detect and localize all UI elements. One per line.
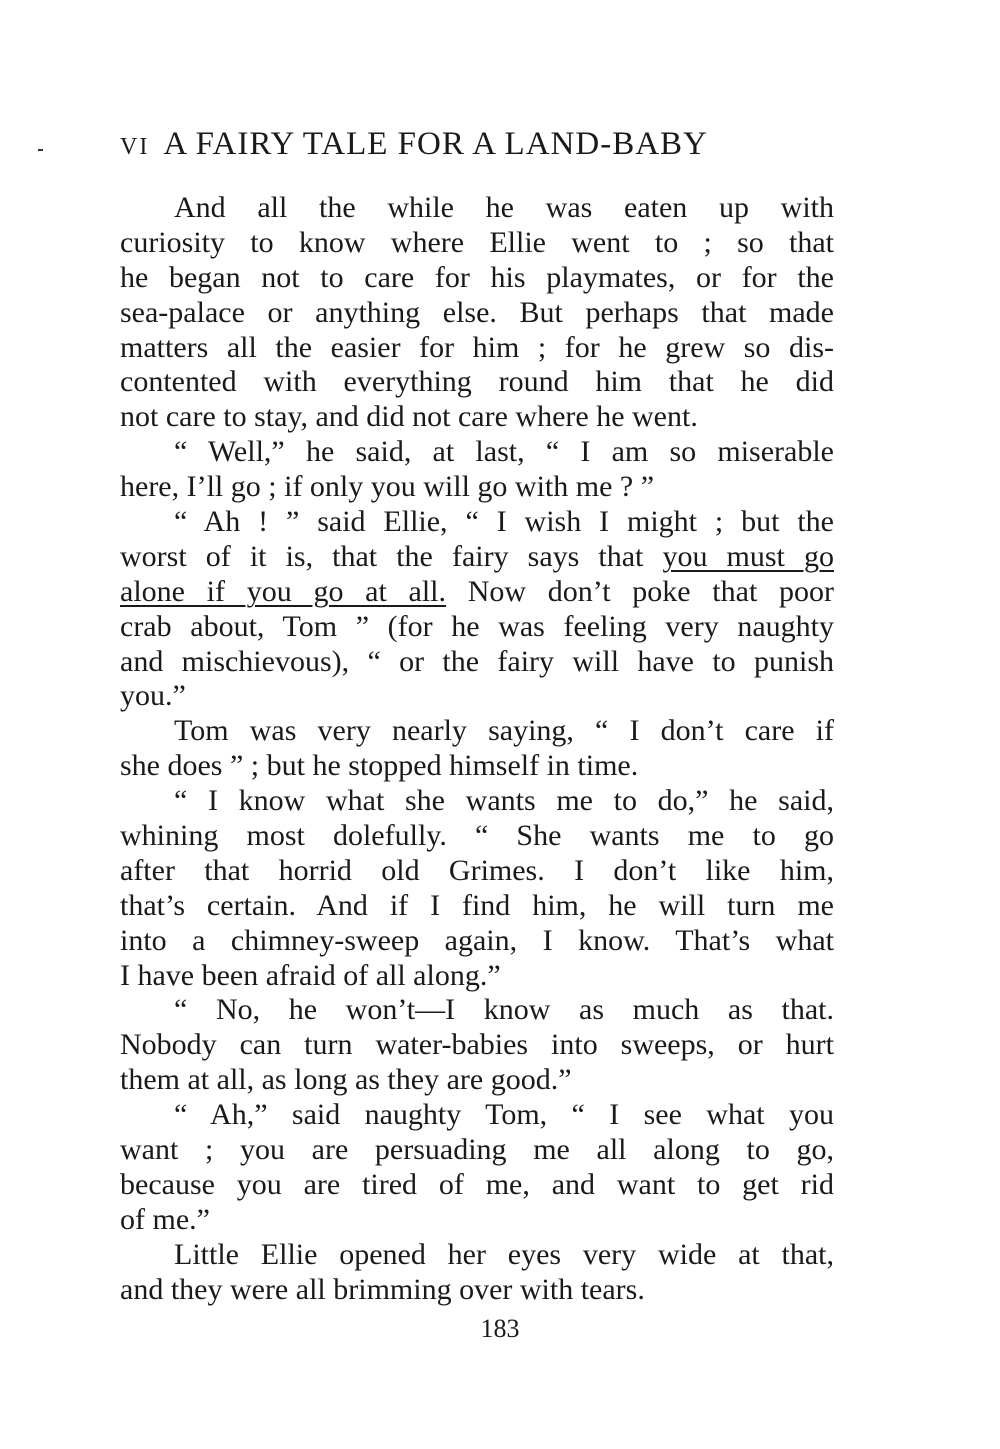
text-segment: Now don’t poke that poor	[446, 574, 834, 608]
running-title: A FAIRY TALE FOR A LAND-BABY	[163, 126, 708, 162]
text-line: them at all, as long as they are good.”	[120, 1063, 572, 1097]
text-line: into a chimney-sweep again, I know. That’s what	[120, 923, 834, 957]
running-head	[120, 126, 840, 172]
text-line: sea-palace or anything else. But perhaps that made	[120, 295, 834, 329]
text-line: crab about, Tom ” (for he was feeling very naughty	[120, 609, 834, 643]
text-line: want ; you are persuading me all along to go,	[120, 1133, 834, 1167]
text-line: because you are tired of me, and want to get rid	[120, 1167, 834, 1201]
text-line	[120, 575, 834, 610]
text-line: you.”	[120, 679, 186, 713]
text-line: here, I’ll go ; if only you will go with me ? ”	[120, 470, 655, 504]
text-line: and mischievous), “ or the fairy will have to punish	[120, 644, 834, 678]
text-line: And all the while he was eaten up with	[174, 191, 834, 224]
text-line: Nobody can turn water-babies into sweeps, or hurt	[120, 1028, 834, 1062]
text-line: I have been afraid of all along.”	[120, 958, 501, 992]
text-line: “ Ah ! ” said Ellie, “ I wish I might ; but the	[174, 505, 834, 539]
text-line: after that horrid old Grimes. I don’t like him,	[120, 853, 834, 887]
text-line: Tom was very nearly saying, “ I don’t care if	[174, 714, 834, 748]
text-line: she does ” ; but he stopped himself in time.	[120, 749, 639, 783]
text-line: contented with everything round him that he did	[120, 365, 834, 399]
text-line: he began not to care for his playmates, or for the	[120, 260, 834, 294]
text-line: whining most dolefully. “ She wants me to go	[120, 819, 834, 853]
text-line: “ Ah,” said naughty Tom, “ I see what you	[174, 1098, 834, 1132]
page-number: 183	[480, 1314, 520, 1343]
text-line: that’s certain. And if I find him, he will turn me	[120, 888, 834, 922]
text-line: of me.”	[120, 1202, 210, 1236]
underlined-phrase: you must go	[662, 539, 834, 573]
underlined-phrase: alone if you go at all.	[120, 574, 447, 608]
text-line: not care to stay, and did not care where he went.	[120, 400, 698, 434]
text-line: and they were all brimming over with tears.	[120, 1272, 645, 1306]
text-line: “ No, he won’t—I know as much as that.	[174, 993, 834, 1027]
text-line: “ I know what she wants me to do,” he said,	[174, 784, 834, 818]
chapter-number: VI	[120, 134, 150, 160]
text-line: matters all the easier for him ; for he grew so dis-	[120, 330, 834, 364]
text-line: curiosity to know where Ellie went to ; so that	[120, 225, 834, 259]
margin-mark	[38, 149, 43, 151]
body-text	[120, 191, 834, 1308]
text-line: “ Well,” he said, at last, “ I am so miserable	[174, 435, 834, 469]
text-line	[120, 540, 834, 575]
text-segment: worst of it is, that the fairy says that	[120, 539, 663, 573]
text-line: Little Ellie opened her eyes very wide at that,	[174, 1237, 834, 1271]
